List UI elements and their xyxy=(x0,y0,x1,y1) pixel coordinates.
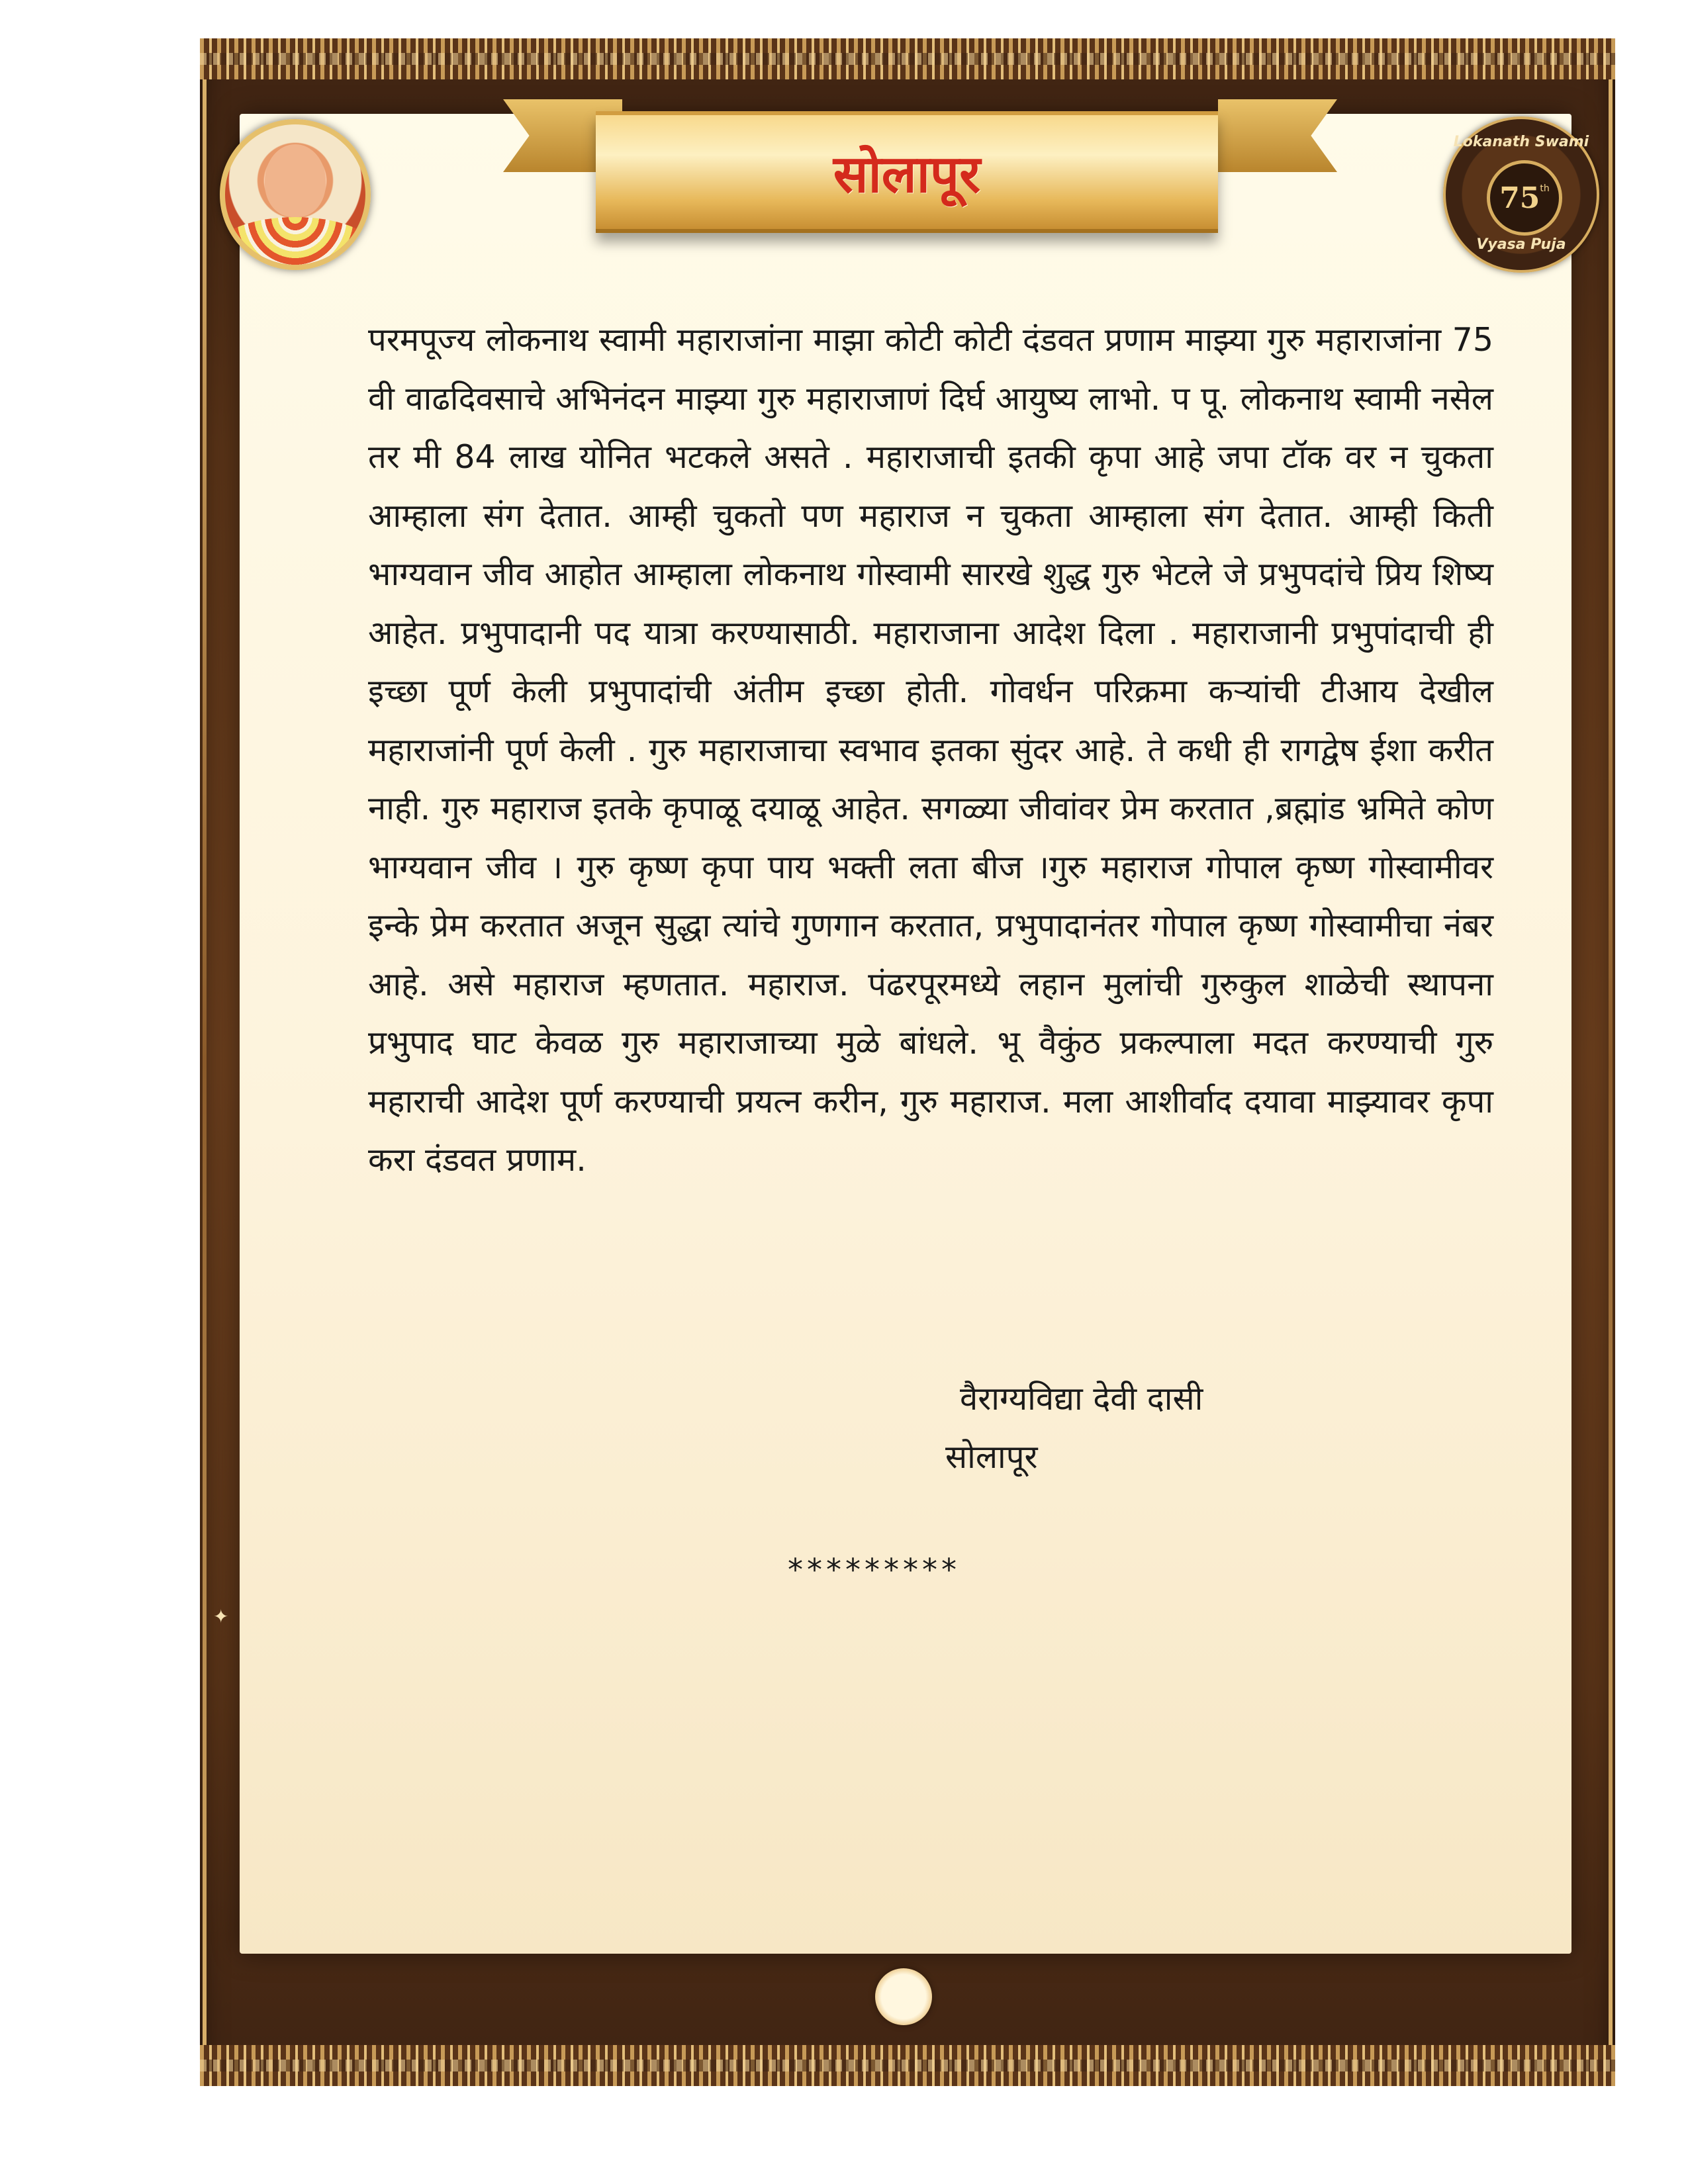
bottom-ornament-circle xyxy=(875,1968,932,2025)
sparkle-icon: ✦ xyxy=(213,1606,229,1627)
right-border-line xyxy=(1609,79,1613,2045)
top-border-pattern xyxy=(200,38,1615,79)
emblem-suffix: th xyxy=(1540,183,1550,194)
bottom-border-pattern xyxy=(200,2045,1615,2086)
page-title: सोलापूर xyxy=(833,144,981,205)
letter-content xyxy=(368,311,1493,1190)
portrait-garland xyxy=(220,217,371,270)
left-border-line xyxy=(203,79,207,2045)
letter-body: परमपूज्य लोकनाथ स्वामी महाराजांना माझा कोटी कोटी दंडवत प्रणाम माझ्या गुरु महाराजांना 75 वी वाढदिवसाचे अभिनंदन माझ्या गुरु महाराजाणं दिर्घ आयुष्य लाभो. प पू. लोकनाथ स्वामी नसेल तर मी 84 लाख योनित भटकले असते . महाराजाची इतकी कृपा आहे जपा टॉक वर न चुकता आम्हाला संग देतात. आम्ही चुकतो पण महाराज न चुकता आम्हाला संग देतात. आम्ही किती भाग्यवान जीव आहोत आम्हाला लोकनाथ गोस्वामी सारखे शुद्ध गुरु भेटले जे प्रभुपदांचे प्रिय शिष्य आहेत. प्रभुपादानी पद यात्रा करण्यासाठी. महाराजाना आदेश दिला . महाराजानी प्रभुपांदाची ही इच्छा पूर्ण केली प्रभुपादांची अंतीम इच्छा होती. गोवर्धन परिक्रमा कऱ्यांची टीआय देखील महाराजांनी पूर्ण केली . गुरु महाराजाचा स्वभाव इतका सुंदर आहे. ते कधी ही रागद्वेष ईशा करीत नाही. गुरु महाराज इतके कृपाळू दयाळू आहेत. सगळ्या जीवांवर प्रेम करतात ,ब्रह्मांड भ्रमिते कोण भाग्यवान जीव । गुरु कृष्ण कृपा पाय भक्ती लता बीज ।गुरु महाराज गोपाल कृष्ण गोस्वामीवर इन्के प्रेम करतात अजून सुद्धा त्यांचे गुणगान करतात, प्रभुपादानंतर गोपाल कृष्ण गोस्वामीचा नंबर आहे. असे महाराज म्हणतात. महाराज. पंढरपूरमध्ये लहान मुलांची गुरुकुल शाळेची स्थापना प्रभुपाद घाट केवळ गुरु महाराजाच्या मुळे बांधले. भू वैकुंठ प्रकल्पाला मदत करण्याची गुरु महाराची आदेश पूर्ण करण्याची प्रयत्न करीन, गुरु महाराज. मला आशीर्वाद दयावा माझ्यावर कृपा करा दंडवत प्रणाम. xyxy=(368,321,1493,1179)
guru-portrait-image xyxy=(220,119,371,270)
emblem-top-text: Lokanath Swami xyxy=(1453,134,1589,150)
emblem-ring xyxy=(1487,160,1562,236)
signature-name: वैराग्यविद्या देवी दासी xyxy=(960,1380,1203,1418)
emblem-number: 75 xyxy=(1499,181,1540,215)
emblem-bottom-text: Vyasa Puja xyxy=(1476,236,1566,253)
vyasa-puja-75th-emblem xyxy=(1443,116,1599,273)
signature-place: सोलापूर xyxy=(945,1438,1038,1476)
signature-block xyxy=(945,1370,1203,1486)
separator-stars: ********* xyxy=(788,1552,961,1588)
portrait-face xyxy=(265,144,326,217)
title-ribbon xyxy=(596,111,1218,233)
